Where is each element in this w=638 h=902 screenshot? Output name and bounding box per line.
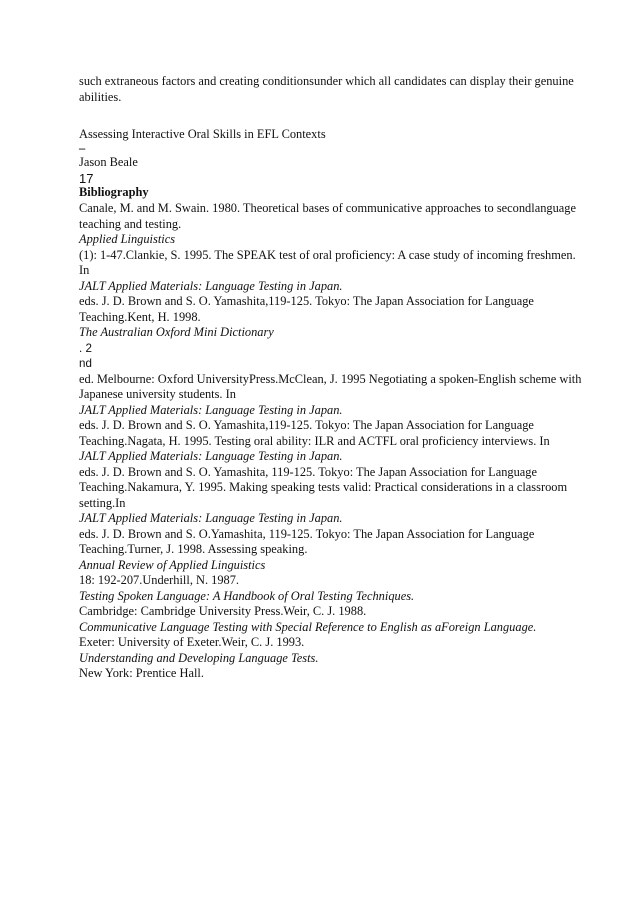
title-dash: – (79, 141, 86, 155)
intro-text-line: abilities. (79, 90, 122, 104)
bibliography-line: JALT Applied Materials: Language Testing in Japan. (79, 449, 343, 463)
bibliography-line: eds. J. D. Brown and S. O. Yamashita,119-125. Tokyo: The Japan Association for Language (79, 294, 534, 308)
bibliography-line: . 2 (79, 342, 92, 355)
bibliography-heading: Bibliography (79, 185, 149, 199)
bibliography-line: Teaching.Turner, J. 1998. Assessing speaking. (79, 542, 308, 556)
bibliography-line: Cambridge: Cambridge University Press.Weir, C. J. 1988. (79, 604, 367, 618)
bibliography-line: ed. Melbourne: Oxford UniversityPress.McClean, J. 1995 Negotiating a spoken-English scheme with (79, 372, 582, 386)
bibliography-line: Communicative Language Testing with Special Reference to English as aForeign Language. (79, 620, 537, 634)
bibliography-line: (1): 1-47.Clankie, S. 1995. The SPEAK test of oral proficiency: A case study of incoming freshmen. (79, 248, 576, 262)
bibliography-line: Teaching.Nakamura, Y. 1995. Making speaking tests valid: Practical considerations in a classroom (79, 480, 568, 494)
bibliography-line: Testing Spoken Language: A Handbook of Oral Testing Techniques. (79, 589, 415, 603)
bibliography-line: eds. J. D. Brown and S. O.Yamashita, 119-125. Tokyo: The Japan Association for Language (79, 527, 535, 541)
bibliography-line: eds. J. D. Brown and S. O. Yamashita, 119-125. Tokyo: The Japan Association for Language (79, 465, 537, 479)
intro-text-line: such extraneous factors and creating conditionsunder which all candidates can display their genuine (79, 74, 574, 88)
bibliography-line: The Australian Oxford Mini Dictionary (79, 325, 274, 339)
bibliography-line: JALT Applied Materials: Language Testing in Japan. (79, 279, 343, 293)
bibliography-line: Teaching.Kent, H. 1998. (79, 310, 201, 324)
bibliography-line: In (79, 263, 90, 277)
bibliography-line: JALT Applied Materials: Language Testing in Japan. (79, 403, 343, 417)
bibliography-line: Teaching.Nagata, H. 1995. Testing oral ability: ILR and ACTFL oral proficiency interviews. In (79, 434, 550, 448)
bibliography-line: 18: 192-207.Underhill, N. 1987. (79, 573, 240, 587)
bibliography-line: JALT Applied Materials: Language Testing in Japan. (79, 511, 343, 525)
bibliography-line: Exeter: University of Exeter.Weir, C. J. 1993. (79, 635, 305, 649)
bibliography-line: Applied Linguistics (79, 232, 176, 246)
bibliography-line: nd (79, 357, 92, 370)
bibliography-line: Understanding and Developing Language Tests. (79, 651, 319, 665)
bibliography-line: setting.In (79, 496, 126, 510)
bibliography-line: eds. J. D. Brown and S. O. Yamashita,119-125. Tokyo: The Japan Association for Language (79, 418, 534, 432)
author-name: Jason Beale (79, 155, 138, 169)
bibliography-line: Annual Review of Applied Linguistics (79, 558, 266, 572)
bibliography-line: teaching and testing. (79, 217, 182, 231)
running-title: Assessing Interactive Oral Skills in EFL Contexts (79, 127, 326, 141)
bibliography-line: Japanese university students. In (79, 387, 236, 401)
bibliography-line: Canale, M. and M. Swain. 1980. Theoretical bases of communicative approaches to secondlanguage (79, 201, 576, 215)
page-number: 17 (79, 171, 94, 186)
bibliography-line: New York: Prentice Hall. (79, 666, 204, 680)
